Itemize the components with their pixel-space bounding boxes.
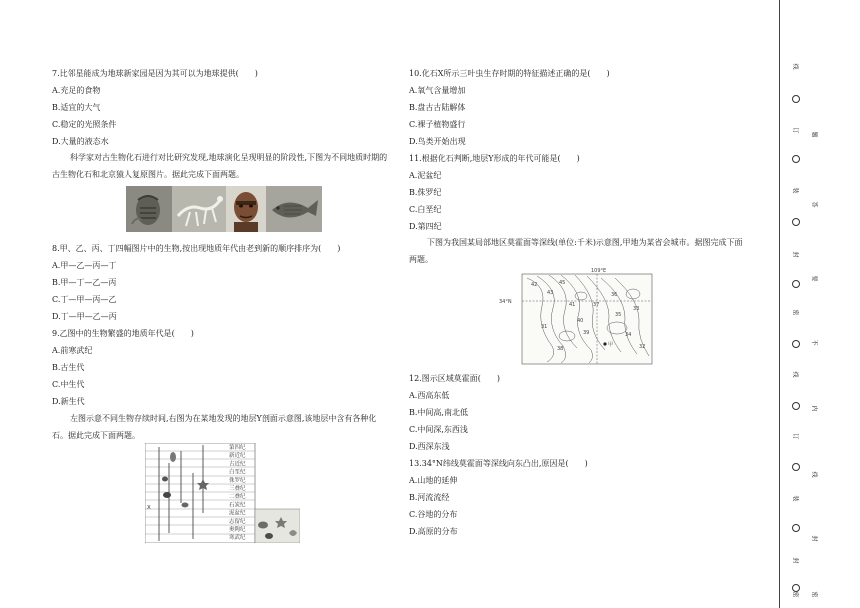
strata-label: 寒武纪 [229, 535, 246, 542]
q13-option-c: C.谷地的分布 [409, 510, 458, 519]
q12-stem: 12.图示区域莫霍面( ) [409, 374, 500, 383]
q8-stem: 8.甲、乙、丙、丁四幅图片中的生物,按出现地质年代由老到新的顺序排序为( ) [52, 244, 341, 253]
q9-stem: 9.乙图中的生物繁盛的地质年代是( ) [52, 329, 194, 338]
q7-option-a: A.充足的食物 [52, 86, 101, 95]
binding-char-inner: 题 [810, 131, 818, 138]
q13-option-a: A.山地的延伸 [409, 476, 458, 485]
contour-label: 31 [541, 324, 548, 330]
binding-char: 密 [791, 591, 799, 598]
strata-label: 新近纪 [229, 453, 246, 460]
q8-option-d: D.丁—甲—乙—丙 [52, 312, 117, 321]
contour-label: 32 [639, 344, 646, 350]
binding-circle [792, 340, 800, 348]
binding-circle [792, 463, 800, 471]
binding-line [779, 0, 780, 608]
binding-char: 订 [791, 127, 799, 134]
q10-option-c: C.裸子植物盛行 [409, 120, 466, 129]
q13-option-d: D.高原的分布 [409, 527, 458, 536]
binding-circle [792, 584, 800, 592]
moho-contour-map [497, 266, 657, 366]
strata-label: 石炭纪 [229, 502, 246, 509]
fossil-photos [126, 186, 322, 232]
strata-diagram [145, 443, 300, 543]
binding-char: 封 [791, 251, 799, 258]
q11-option-c: C.白垩纪 [409, 205, 442, 214]
q9-option-d: D.新生代 [52, 397, 85, 406]
binding-char: 线 [791, 371, 799, 378]
q10-option-a: A.氧气含量增加 [409, 86, 466, 95]
q9-option-c: C.中生代 [52, 380, 85, 389]
binding-char-inner: 内 [810, 405, 818, 412]
q12-option-b: B.中间高,南北低 [409, 408, 468, 417]
contour-label: 43 [547, 290, 554, 296]
strata-label: 侏罗纪 [229, 477, 246, 484]
photo-trilobite [126, 186, 172, 232]
binding-char: 密 [791, 309, 799, 316]
strata-label: 第四纪 [229, 445, 246, 451]
binding-circle [792, 524, 800, 532]
contour-label: 42 [531, 282, 538, 288]
photo-dinosaur-skeleton [172, 186, 226, 232]
contour-label: 40 [577, 318, 584, 324]
binding-circle [792, 218, 800, 226]
intro-fossils: 科学家对古生物化石进行对比研究发现,地球演化呈现明显的阶段性,下图为不同地质时期的古生物化石和北京猿人复原图片。据此完成下面两题。 [52, 153, 388, 179]
q8-option-c: C.丁—甲—丙—乙 [52, 295, 117, 304]
binding-char-inner: 密 [810, 591, 818, 598]
q12-option-d: D.西深东浅 [409, 442, 450, 451]
q13-stem: 13.34°N纬线莫霍面等深线向东凸出,原因是( ) [409, 459, 588, 468]
q9-option-b: B.古生代 [52, 363, 85, 372]
contour-label: 37 [593, 302, 600, 308]
q7-stem: 7.比邻星能成为地球新家园是因为其可以为地球提供( ) [52, 69, 258, 78]
binding-char-inner: 不 [810, 339, 818, 346]
q7-option-c: C.稳定的光照条件 [52, 120, 117, 129]
q10-option-d: D.鸟类开始出现 [409, 137, 466, 146]
binding-char-inner: 答 [810, 201, 818, 208]
q12-option-c: C.中间深,东西浅 [409, 425, 468, 434]
q10-stem: 10.化石X所示三叶虫生存时期的特征描述正确的是( ) [409, 69, 610, 78]
contour-label: 35 [615, 312, 622, 318]
q8-option-a: A.甲—乙—丙—丁 [52, 261, 117, 270]
strata-label: 泥盆纪 [229, 510, 246, 517]
strata-label: 古近纪 [229, 461, 246, 468]
strata-label: 三叠纪 [229, 486, 246, 492]
moho-map [497, 266, 657, 366]
binding-circle [792, 155, 800, 163]
intro-strata: 左图示意不同生物存续时间,右图为在某地发现的地层Y剖面示意图,该地层中含有各种化石。据此完成下面两题。 [52, 414, 377, 440]
map-place-jia: 甲 [608, 342, 614, 348]
q11-option-a: A.泥盆纪 [409, 171, 442, 180]
binding-circle [792, 402, 800, 410]
q10-option-b: B.盘古古陆解体 [409, 103, 466, 112]
binding-char: 装 [791, 495, 799, 502]
binding-char: 封 [791, 557, 799, 564]
photo-fish-fossil [266, 186, 322, 232]
binding-circle [792, 280, 800, 288]
contour-label: 39 [583, 330, 590, 336]
strata-label: 白垩纪 [229, 469, 246, 476]
contour-label: 36 [611, 292, 618, 298]
binding-char-inner: 要 [810, 275, 818, 282]
q8-option-b: B.甲—丁—乙—丙 [52, 278, 117, 287]
q7-option-d: D.大量的液态水 [52, 137, 109, 146]
map-lat-label: 34°N [499, 299, 512, 305]
binding-circle [792, 95, 800, 103]
map-lon-label: 109°E [591, 268, 607, 274]
q11-option-b: B.侏罗纪 [409, 188, 442, 197]
contour-label: 41 [569, 302, 576, 308]
strata-label: 二叠纪 [229, 494, 246, 501]
binding-char: 订 [791, 433, 799, 440]
q9-option-a: A.前寒武纪 [52, 346, 93, 355]
strata-label: 奥陶纪 [229, 527, 246, 533]
contour-label: 34 [625, 332, 632, 338]
strata-marker-x: X [147, 505, 151, 511]
q11-stem: 11.根据化石判断,地层Y形成的年代可能是( ) [409, 154, 580, 163]
photo-peking-man [226, 186, 266, 232]
strata-figure [145, 443, 300, 543]
strata-label: 志留纪 [229, 518, 246, 525]
q11-option-d: D.第四纪 [409, 222, 442, 231]
q7-option-b: B.适宜的大气 [52, 103, 101, 112]
binding-char-inner: 线 [810, 471, 818, 478]
contour-label: 38 [557, 346, 564, 352]
q13-option-b: B.河流流经 [409, 493, 450, 502]
binding-char-inner: 封 [810, 535, 818, 542]
contour-label: 45 [559, 280, 566, 286]
q12-option-a: A.西高东低 [409, 391, 450, 400]
intro-moho: 下图为我国某局部地区莫霍面等深线(单位:千米)示意图,甲地为某省会城市。据图完成下面两题。 [409, 238, 743, 264]
binding-char: 装 [791, 187, 799, 194]
contour-label: 33 [633, 306, 640, 312]
binding-char: 线 [791, 63, 799, 70]
